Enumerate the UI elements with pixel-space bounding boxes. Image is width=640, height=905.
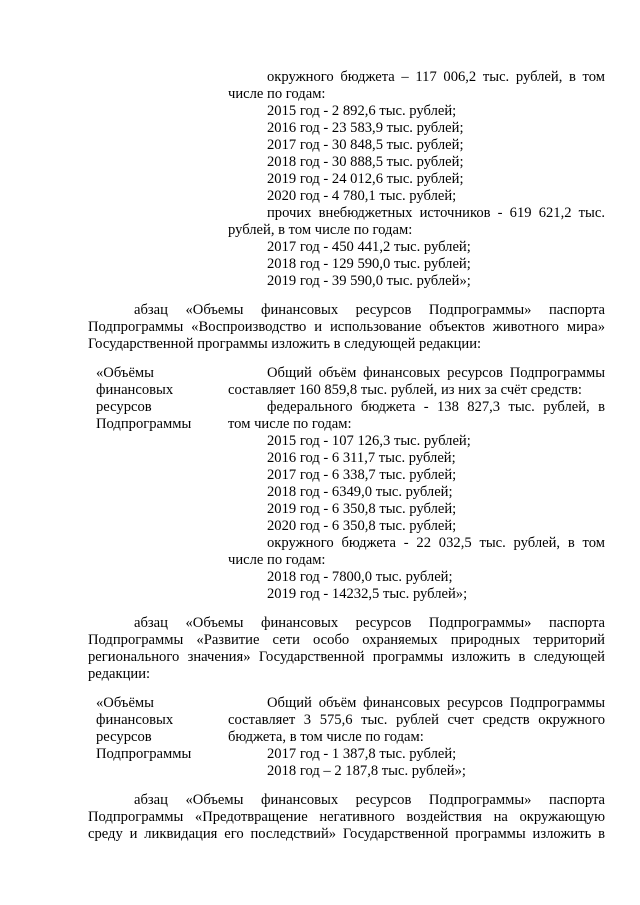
text-line: 2016 год - 23 583,9 тыс. рублей;: [267, 120, 464, 136]
text-line: 2017 год - 6 338,7 тыс. рублей;: [267, 467, 457, 483]
text-line: Подпрограммы «Развитие сети особо охраняемых природных территорий: [88, 632, 605, 648]
text-line: федерального бюджета - 138 827,3 тыс. рублей, в: [267, 399, 605, 415]
text-line: Государственной программы изложить в следующей редакции:: [88, 336, 482, 352]
text-line: 2018 год - 30 888,5 тыс. рублей;: [267, 154, 464, 170]
text-line: 2017 год - 1 387,8 тыс. рублей;: [267, 746, 457, 762]
block-label-line: Подпрограммы: [96, 746, 192, 762]
text-line: Общий объём финансовых ресурсов Подпрограммы: [267, 365, 605, 381]
text-line: составляет 3 575,6 тыс. рублей счет средств окружного: [228, 712, 605, 728]
text-line: среду и ликвидация его последствий» Государственной программы изложить в: [88, 826, 605, 842]
text-line: 2018 год – 2 187,8 тыс. рублей»;: [267, 763, 466, 779]
text-line: числе по годам:: [228, 86, 326, 102]
text-line: 2015 год - 2 892,6 тыс. рублей;: [267, 103, 457, 119]
text-line: рублей, в том числе по годам:: [228, 222, 413, 238]
block-label-line: финансовых: [96, 382, 174, 398]
text-line: числе по годам:: [228, 552, 326, 568]
text-line: регионального значения» Государственной программы изложить в следующей: [88, 649, 605, 665]
text-line: 2019 год - 24 012,6 тыс. рублей;: [267, 171, 464, 187]
text-line: окружного бюджета - 22 032,5 тыс. рублей, в том: [267, 535, 605, 551]
text-line: 2019 год - 14232,5 тыс. рублей»;: [267, 586, 468, 602]
text-line: абзац «Объемы финансовых ресурсов Подпрограммы» паспорта: [134, 302, 605, 318]
block-label-line: «Объёмы: [96, 365, 154, 381]
text-line: бюджета, в том числе по годам:: [228, 729, 424, 745]
text-line: 2015 год - 107 126,3 тыс. рублей;: [267, 433, 471, 449]
text-line: составляет 160 859,8 тыс. рублей, из них за счёт средств:: [228, 382, 582, 398]
text-line: 2018 год - 6349,0 тыс. рублей;: [267, 484, 453, 500]
text-line: 2020 год - 4 780,1 тыс. рублей;: [267, 188, 457, 204]
text-line: Подпрограммы «Предотвращение негативного воздействия на окружающую: [88, 809, 605, 825]
block-label-line: ресурсов: [96, 729, 152, 745]
text-line: редакции:: [88, 666, 151, 682]
text-line: 2019 год - 6 350,8 тыс. рублей;: [267, 501, 457, 517]
text-line: 2018 год - 129 590,0 тыс. рублей;: [267, 256, 471, 272]
text-line: 2020 год - 6 350,8 тыс. рублей;: [267, 518, 457, 534]
block-label-line: финансовых: [96, 712, 174, 728]
text-line: 2019 год - 39 590,0 тыс. рублей»;: [267, 273, 471, 289]
block-label-line: «Объёмы: [96, 695, 154, 711]
text-line: 2016 год - 6 311,7 тыс. рублей;: [267, 450, 456, 466]
text-line: абзац «Объемы финансовых ресурсов Подпрограммы» паспорта: [134, 792, 605, 808]
text-line: 2018 год - 7800,0 тыс. рублей;: [267, 569, 453, 585]
block-label-line: ресурсов: [96, 399, 152, 415]
block-label-line: Подпрограммы: [96, 416, 192, 432]
text-line: Подпрограммы «Воспроизводство и использование объектов животного мира»: [88, 319, 605, 335]
text-line: 2017 год - 450 441,2 тыс. рублей;: [267, 239, 471, 255]
text-line: том числе по годам:: [228, 416, 352, 432]
text-line: 2017 год - 30 848,5 тыс. рублей;: [267, 137, 464, 153]
text-line: Общий объём финансовых ресурсов Подпрограммы: [267, 695, 605, 711]
text-line: окружного бюджета – 117 006,2 тыс. рублей, в том: [267, 69, 605, 85]
text-line: абзац «Объемы финансовых ресурсов Подпрограммы» паспорта: [134, 615, 605, 631]
text-line: прочих внебюджетных источников - 619 621,2 тыс.: [267, 205, 605, 221]
